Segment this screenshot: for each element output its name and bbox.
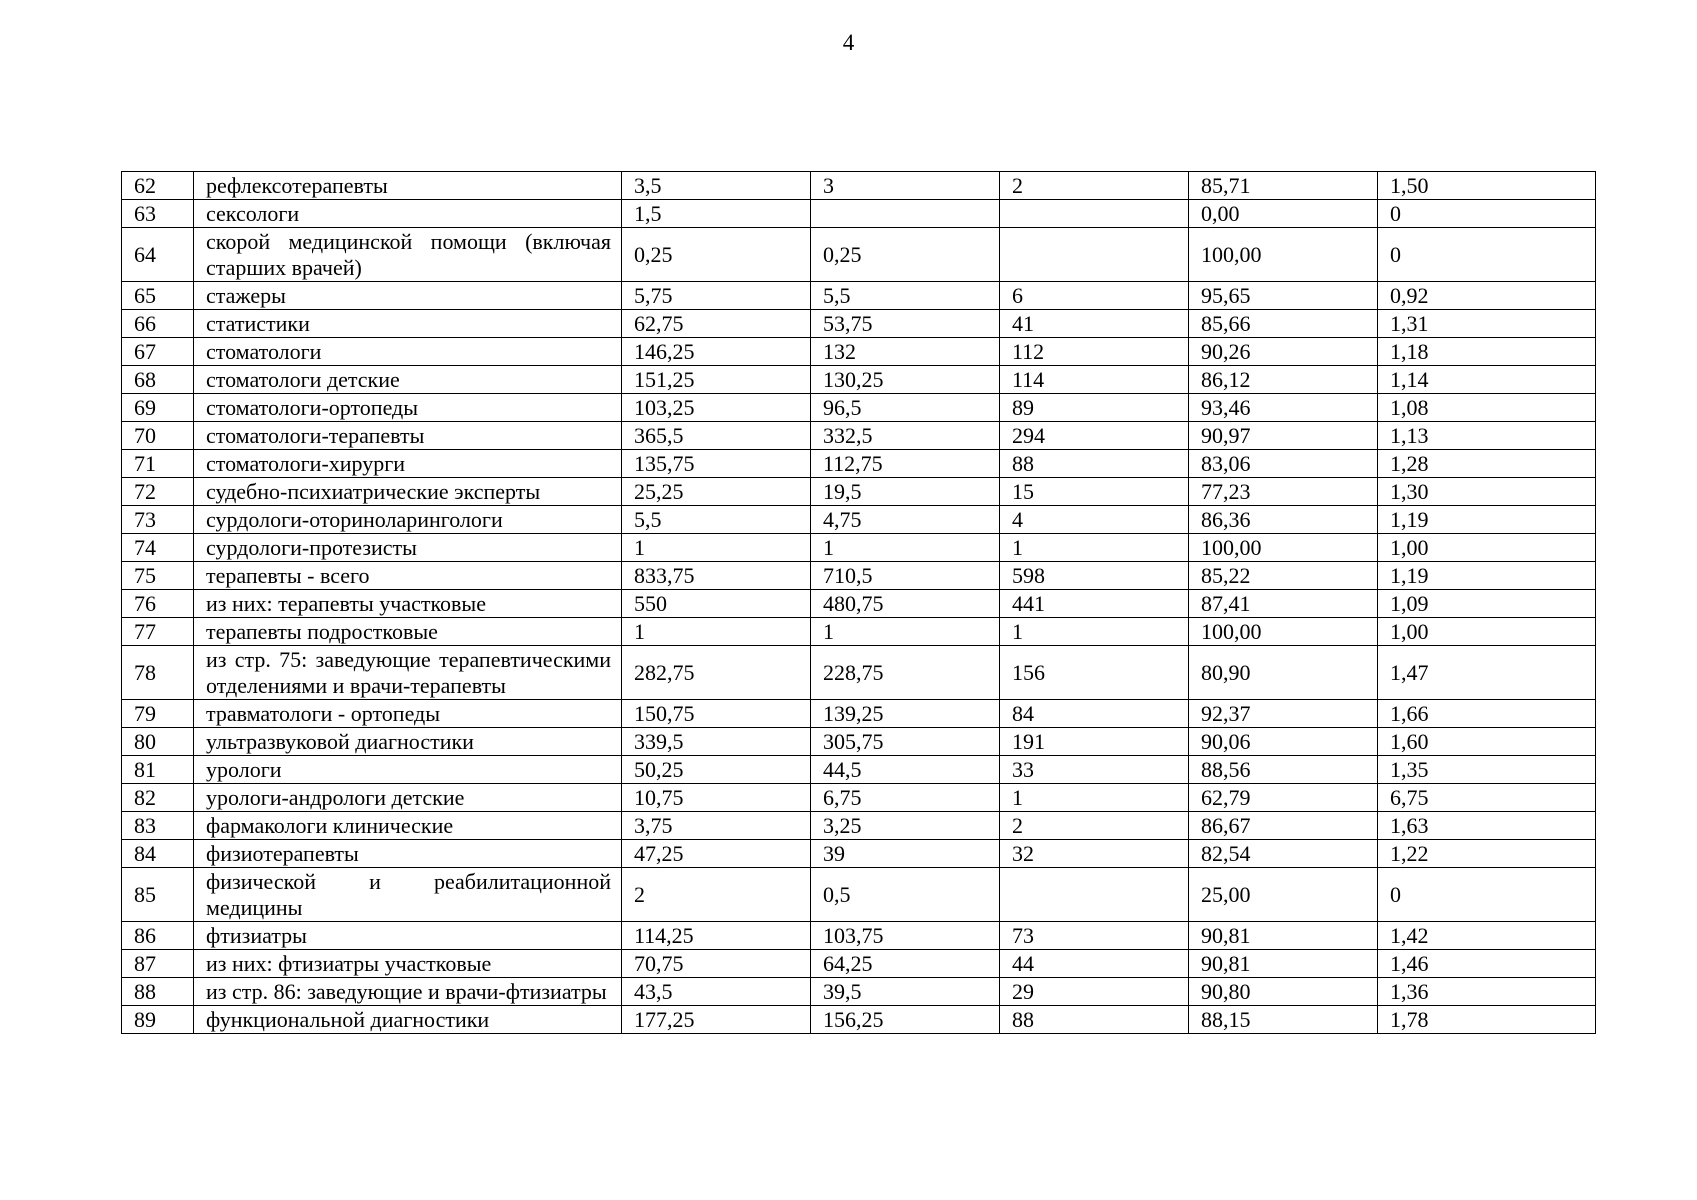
row-number-cell: 66 [122, 310, 194, 338]
value-cell-4: 90,80 [1189, 978, 1378, 1006]
value-cell-2: 1 [811, 534, 1000, 562]
specialty-name-cell: сурдологи-протезисты [194, 534, 622, 562]
value-cell-4: 86,12 [1189, 366, 1378, 394]
row-number-cell: 86 [122, 922, 194, 950]
row-number-cell: 72 [122, 478, 194, 506]
value-cell-5: 1,66 [1378, 700, 1596, 728]
value-cell-1: 62,75 [622, 310, 811, 338]
value-cell-5: 0,92 [1378, 282, 1596, 310]
value-cell-4: 90,26 [1189, 338, 1378, 366]
value-cell-1: 3,75 [622, 812, 811, 840]
value-cell-1: 0,25 [622, 228, 811, 282]
value-cell-4: 90,06 [1189, 728, 1378, 756]
table-row [122, 590, 1596, 618]
row-number-cell: 62 [122, 172, 194, 200]
value-cell-2: 44,5 [811, 756, 1000, 784]
value-cell-2: 103,75 [811, 922, 1000, 950]
value-cell-3: 88 [1000, 1006, 1189, 1034]
value-cell-2: 0,25 [811, 228, 1000, 282]
value-cell-5: 1,28 [1378, 450, 1596, 478]
table-row [122, 784, 1596, 812]
value-cell-1: 10,75 [622, 784, 811, 812]
row-number-cell: 64 [122, 228, 194, 282]
table-row [122, 422, 1596, 450]
value-cell-3: 294 [1000, 422, 1189, 450]
value-cell-5: 0 [1378, 228, 1596, 282]
specialty-name-cell: физиотерапевты [194, 840, 622, 868]
value-cell-1: 47,25 [622, 840, 811, 868]
table-row [122, 700, 1596, 728]
value-cell-2: 4,75 [811, 506, 1000, 534]
value-cell-1: 365,5 [622, 422, 811, 450]
table-body [122, 172, 1596, 1034]
value-cell-5: 1,14 [1378, 366, 1596, 394]
row-number-cell: 88 [122, 978, 194, 1006]
specialty-name-cell: фтизиатры [194, 922, 622, 950]
row-number-cell: 74 [122, 534, 194, 562]
value-cell-1: 3,5 [622, 172, 811, 200]
specialty-name-cell: функциональной диагностики [194, 1006, 622, 1034]
value-cell-3: 114 [1000, 366, 1189, 394]
value-cell-5: 0 [1378, 200, 1596, 228]
value-cell-4: 92,37 [1189, 700, 1378, 728]
row-number-cell: 82 [122, 784, 194, 812]
value-cell-4: 86,36 [1189, 506, 1378, 534]
value-cell-3: 41 [1000, 310, 1189, 338]
value-cell-4: 83,06 [1189, 450, 1378, 478]
specialty-name-cell: стоматологи [194, 338, 622, 366]
value-cell-5: 0 [1378, 868, 1596, 922]
value-cell-1: 833,75 [622, 562, 811, 590]
specialty-name-cell: скорой медицинской помощи (включая старших врачей) [194, 228, 622, 282]
table-row [122, 950, 1596, 978]
value-cell-2: 332,5 [811, 422, 1000, 450]
value-cell-2: 5,5 [811, 282, 1000, 310]
value-cell-5: 6,75 [1378, 784, 1596, 812]
table-row [122, 534, 1596, 562]
value-cell-2: 112,75 [811, 450, 1000, 478]
value-cell-5: 1,47 [1378, 646, 1596, 700]
row-number-cell: 69 [122, 394, 194, 422]
value-cell-3 [1000, 228, 1189, 282]
specialty-name-cell: из них: терапевты участковые [194, 590, 622, 618]
specialty-name-cell: статистики [194, 310, 622, 338]
value-cell-2: 305,75 [811, 728, 1000, 756]
value-cell-2: 710,5 [811, 562, 1000, 590]
value-cell-1: 339,5 [622, 728, 811, 756]
row-number-cell: 83 [122, 812, 194, 840]
value-cell-5: 1,09 [1378, 590, 1596, 618]
value-cell-2 [811, 200, 1000, 228]
value-cell-2: 130,25 [811, 366, 1000, 394]
table-row [122, 310, 1596, 338]
value-cell-1: 1 [622, 618, 811, 646]
specialty-name-cell: урологи-андрологи детские [194, 784, 622, 812]
specialty-name-cell: из них: фтизиатры участковые [194, 950, 622, 978]
specialty-name-cell: стоматологи детские [194, 366, 622, 394]
specialty-name-cell: судебно-психиатрические эксперты [194, 478, 622, 506]
value-cell-2: 3,25 [811, 812, 1000, 840]
value-cell-1: 70,75 [622, 950, 811, 978]
value-cell-4: 88,15 [1189, 1006, 1378, 1034]
row-number-cell: 87 [122, 950, 194, 978]
specialty-name-cell: фармакологи клинические [194, 812, 622, 840]
value-cell-3: 4 [1000, 506, 1189, 534]
value-cell-1: 135,75 [622, 450, 811, 478]
value-cell-2: 39,5 [811, 978, 1000, 1006]
value-cell-4: 80,90 [1189, 646, 1378, 700]
value-cell-2: 53,75 [811, 310, 1000, 338]
value-cell-4: 25,00 [1189, 868, 1378, 922]
value-cell-2: 1 [811, 618, 1000, 646]
value-cell-3: 89 [1000, 394, 1189, 422]
value-cell-4: 93,46 [1189, 394, 1378, 422]
value-cell-3: 88 [1000, 450, 1189, 478]
value-cell-4: 100,00 [1189, 534, 1378, 562]
value-cell-3: 44 [1000, 950, 1189, 978]
value-cell-2: 3 [811, 172, 1000, 200]
staffing-table [121, 171, 1596, 1034]
value-cell-4: 0,00 [1189, 200, 1378, 228]
specialty-name-cell: стоматологи-хирурги [194, 450, 622, 478]
value-cell-5: 1,19 [1378, 506, 1596, 534]
table-row [122, 366, 1596, 394]
value-cell-3: 33 [1000, 756, 1189, 784]
value-cell-2: 156,25 [811, 1006, 1000, 1034]
value-cell-3: 73 [1000, 922, 1189, 950]
value-cell-1: 5,5 [622, 506, 811, 534]
table-row [122, 338, 1596, 366]
value-cell-3: 32 [1000, 840, 1189, 868]
specialty-name-cell: стоматологи-терапевты [194, 422, 622, 450]
specialty-name-cell: ультразвуковой диагностики [194, 728, 622, 756]
value-cell-5: 1,36 [1378, 978, 1596, 1006]
table-row [122, 394, 1596, 422]
value-cell-1: 150,75 [622, 700, 811, 728]
specialty-name-cell: стоматологи-ортопеды [194, 394, 622, 422]
value-cell-3: 191 [1000, 728, 1189, 756]
value-cell-1: 43,5 [622, 978, 811, 1006]
page-number: 4 [842, 30, 855, 55]
value-cell-4: 100,00 [1189, 618, 1378, 646]
table-row [122, 868, 1596, 922]
value-cell-5: 1,46 [1378, 950, 1596, 978]
value-cell-4: 82,54 [1189, 840, 1378, 868]
table-row [122, 728, 1596, 756]
table-row [122, 478, 1596, 506]
table-row [122, 922, 1596, 950]
value-cell-4: 95,65 [1189, 282, 1378, 310]
table-row [122, 840, 1596, 868]
value-cell-5: 1,19 [1378, 562, 1596, 590]
value-cell-1: 2 [622, 868, 811, 922]
value-cell-2: 19,5 [811, 478, 1000, 506]
specialty-name-cell: стажеры [194, 282, 622, 310]
table-row [122, 506, 1596, 534]
value-cell-4: 90,97 [1189, 422, 1378, 450]
value-cell-1: 146,25 [622, 338, 811, 366]
value-cell-3: 441 [1000, 590, 1189, 618]
value-cell-5: 1,08 [1378, 394, 1596, 422]
row-number-cell: 63 [122, 200, 194, 228]
value-cell-3: 156 [1000, 646, 1189, 700]
table-row [122, 812, 1596, 840]
value-cell-2: 39 [811, 840, 1000, 868]
value-cell-2: 480,75 [811, 590, 1000, 618]
value-cell-1: 25,25 [622, 478, 811, 506]
value-cell-3 [1000, 200, 1189, 228]
table-row [122, 172, 1596, 200]
value-cell-4: 86,67 [1189, 812, 1378, 840]
value-cell-4: 62,79 [1189, 784, 1378, 812]
value-cell-4: 87,41 [1189, 590, 1378, 618]
table-row [122, 562, 1596, 590]
specialty-name-cell: сурдологи-оториноларингологи [194, 506, 622, 534]
value-cell-3: 598 [1000, 562, 1189, 590]
row-number-cell: 80 [122, 728, 194, 756]
row-number-cell: 71 [122, 450, 194, 478]
specialty-name-cell: рефлексотерапевты [194, 172, 622, 200]
row-number-cell: 68 [122, 366, 194, 394]
value-cell-4: 85,22 [1189, 562, 1378, 590]
value-cell-2: 228,75 [811, 646, 1000, 700]
value-cell-3 [1000, 868, 1189, 922]
value-cell-5: 1,60 [1378, 728, 1596, 756]
value-cell-4: 100,00 [1189, 228, 1378, 282]
value-cell-3: 2 [1000, 172, 1189, 200]
row-number-cell: 77 [122, 618, 194, 646]
value-cell-1: 550 [622, 590, 811, 618]
table-row [122, 978, 1596, 1006]
value-cell-1: 177,25 [622, 1006, 811, 1034]
value-cell-5: 1,00 [1378, 618, 1596, 646]
value-cell-1: 50,25 [622, 756, 811, 784]
table-row [122, 618, 1596, 646]
value-cell-2: 96,5 [811, 394, 1000, 422]
specialty-name-cell: терапевты - всего [194, 562, 622, 590]
value-cell-2: 64,25 [811, 950, 1000, 978]
table-row [122, 450, 1596, 478]
value-cell-3: 2 [1000, 812, 1189, 840]
value-cell-5: 1,31 [1378, 310, 1596, 338]
value-cell-1: 1,5 [622, 200, 811, 228]
row-number-cell: 65 [122, 282, 194, 310]
row-number-cell: 81 [122, 756, 194, 784]
row-number-cell: 89 [122, 1006, 194, 1034]
specialty-name-cell: из стр. 75: заведующие терапевтическими отделениями и врачи-терапевты [194, 646, 622, 700]
row-number-cell: 76 [122, 590, 194, 618]
value-cell-4: 77,23 [1189, 478, 1378, 506]
value-cell-2: 0,5 [811, 868, 1000, 922]
value-cell-3: 1 [1000, 784, 1189, 812]
value-cell-1: 282,75 [622, 646, 811, 700]
value-cell-4: 90,81 [1189, 950, 1378, 978]
row-number-cell: 70 [122, 422, 194, 450]
value-cell-5: 1,50 [1378, 172, 1596, 200]
value-cell-2: 6,75 [811, 784, 1000, 812]
value-cell-3: 29 [1000, 978, 1189, 1006]
value-cell-5: 1,63 [1378, 812, 1596, 840]
value-cell-3: 112 [1000, 338, 1189, 366]
value-cell-4: 90,81 [1189, 922, 1378, 950]
table-row [122, 200, 1596, 228]
value-cell-1: 5,75 [622, 282, 811, 310]
value-cell-5: 1,13 [1378, 422, 1596, 450]
specialty-name-cell: сексологи [194, 200, 622, 228]
value-cell-3: 84 [1000, 700, 1189, 728]
table-row [122, 756, 1596, 784]
value-cell-5: 1,30 [1378, 478, 1596, 506]
specialty-name-cell: физической и реабилитационной медицины [194, 868, 622, 922]
table-row [122, 228, 1596, 282]
value-cell-5: 1,22 [1378, 840, 1596, 868]
value-cell-1: 114,25 [622, 922, 811, 950]
value-cell-5: 1,42 [1378, 922, 1596, 950]
value-cell-3: 15 [1000, 478, 1189, 506]
table-row [122, 282, 1596, 310]
row-number-cell: 85 [122, 868, 194, 922]
row-number-cell: 79 [122, 700, 194, 728]
value-cell-3: 6 [1000, 282, 1189, 310]
value-cell-5: 1,00 [1378, 534, 1596, 562]
value-cell-3: 1 [1000, 534, 1189, 562]
value-cell-5: 1,35 [1378, 756, 1596, 784]
table-row [122, 646, 1596, 700]
value-cell-5: 1,78 [1378, 1006, 1596, 1034]
value-cell-1: 1 [622, 534, 811, 562]
specialty-name-cell: из стр. 86: заведующие и врачи-фтизиатры [194, 978, 622, 1006]
value-cell-2: 139,25 [811, 700, 1000, 728]
value-cell-1: 103,25 [622, 394, 811, 422]
value-cell-4: 85,66 [1189, 310, 1378, 338]
row-number-cell: 73 [122, 506, 194, 534]
value-cell-5: 1,18 [1378, 338, 1596, 366]
row-number-cell: 67 [122, 338, 194, 366]
row-number-cell: 78 [122, 646, 194, 700]
row-number-cell: 84 [122, 840, 194, 868]
value-cell-3: 1 [1000, 618, 1189, 646]
specialty-name-cell: терапевты подростковые [194, 618, 622, 646]
row-number-cell: 75 [122, 562, 194, 590]
specialty-name-cell: травматологи - ортопеды [194, 700, 622, 728]
value-cell-4: 88,56 [1189, 756, 1378, 784]
specialty-name-cell: урологи [194, 756, 622, 784]
value-cell-4: 85,71 [1189, 172, 1378, 200]
value-cell-1: 151,25 [622, 366, 811, 394]
value-cell-2: 132 [811, 338, 1000, 366]
table-row [122, 1006, 1596, 1034]
